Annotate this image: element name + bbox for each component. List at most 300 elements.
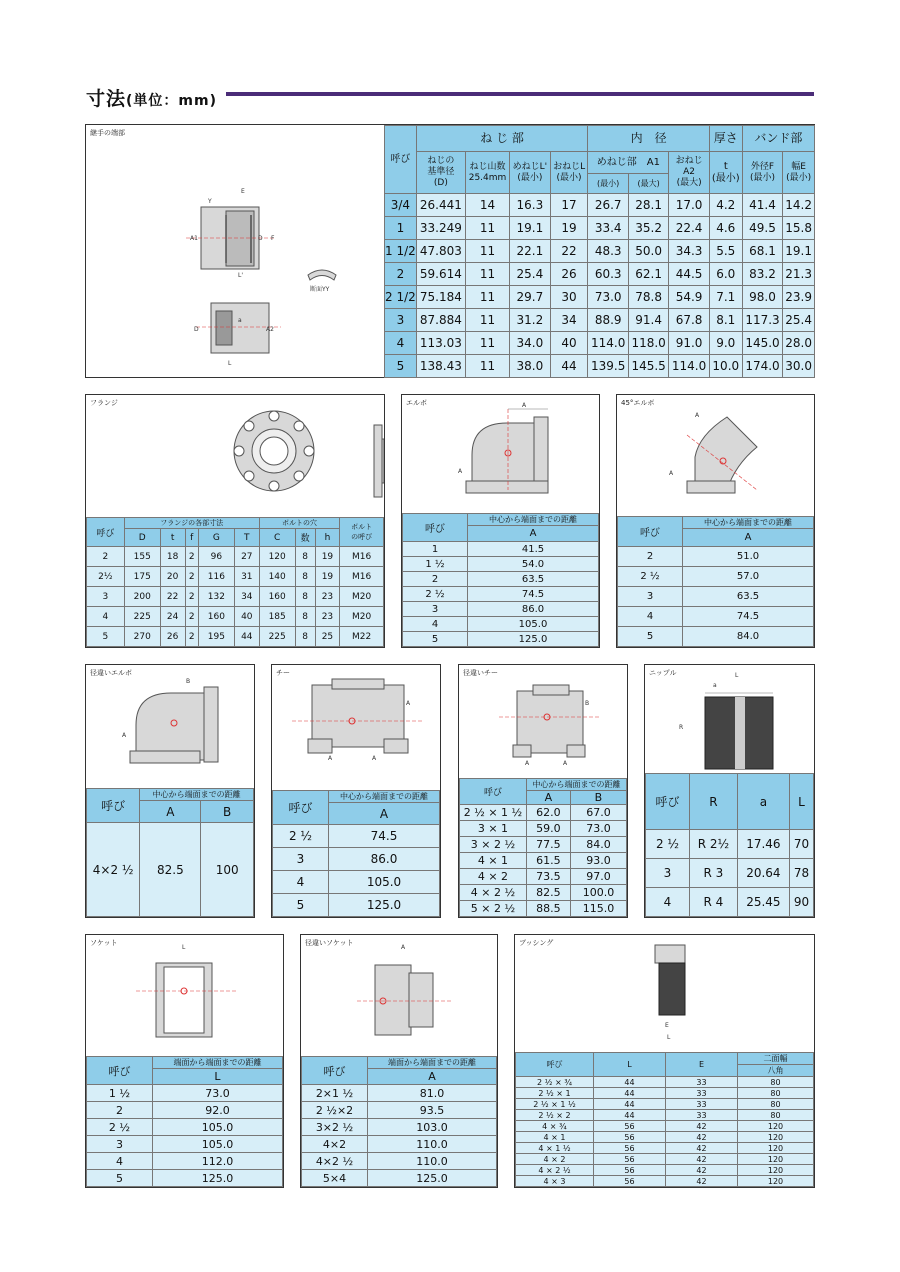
cell-value: 82.5 [526, 885, 570, 901]
socket-h-dist: 端面から端面までの距離 [153, 1057, 283, 1069]
red-socket-panel [300, 934, 498, 1188]
table-row [87, 547, 384, 567]
cell-value: 17 [550, 194, 588, 217]
row-label: 5 [87, 1170, 153, 1187]
table-row [516, 1176, 814, 1187]
elbow-dim-a: A [522, 402, 527, 409]
red-socket-diagram [301, 935, 497, 1045]
cell-value: 23 [315, 607, 340, 627]
cell-value: 195 [198, 627, 234, 647]
elbow45-table [617, 516, 814, 647]
flange-h-yobi: 呼び [87, 518, 125, 547]
cell-value: 33 [666, 1077, 738, 1088]
joint-h-kijun: ねじの 基準径 (D) [416, 152, 465, 194]
cell-value: 25.4 [783, 309, 815, 332]
tee-panel [271, 664, 441, 918]
table-row [460, 821, 627, 837]
table-row [302, 1102, 497, 1119]
cell-value: 125.0 [368, 1170, 497, 1187]
cell-value: 125.0 [468, 632, 599, 647]
page-title [86, 84, 217, 111]
cell-value: 73.0 [570, 821, 626, 837]
table-row [460, 869, 627, 885]
svg-text:Y: Y [208, 198, 212, 205]
cell-value: 116 [198, 567, 234, 587]
cell-value: 26.441 [416, 194, 465, 217]
cell-value: 17.46 [737, 830, 789, 859]
cell-value: 5.5 [709, 240, 742, 263]
cell-value: 88.5 [526, 901, 570, 917]
flange-h-bolthole: ボルトの穴 [259, 518, 340, 529]
cell-value: 175 [124, 567, 160, 587]
cell-value: 19 [315, 567, 340, 587]
cell-value: 22 [550, 240, 588, 263]
cell-value: M22 [340, 627, 384, 647]
flange-col-header: t [160, 529, 185, 547]
row-label: 3 × 1 [460, 821, 527, 837]
joint-h-min: (最小) [588, 174, 628, 194]
cell-value: 10.0 [709, 355, 742, 378]
table-row [273, 825, 440, 848]
cell-value: 125.0 [153, 1170, 283, 1187]
cell-value: 51.0 [683, 547, 814, 567]
cell-value: 120 [738, 1165, 814, 1176]
cell-value: 42 [666, 1143, 738, 1154]
cell-value: 88.9 [588, 309, 628, 332]
cell-value: 22.1 [510, 240, 551, 263]
elbow-h-yobi: 呼び [403, 514, 468, 542]
cell-value: 2 [185, 547, 198, 567]
nipple-panel [644, 664, 815, 918]
cell-value: 14.2 [783, 194, 815, 217]
cell-value: 120 [259, 547, 295, 567]
table-row [403, 572, 599, 587]
cell-value: 42 [666, 1154, 738, 1165]
cell-value: 35.2 [628, 217, 668, 240]
cell-value: 81.0 [368, 1085, 497, 1102]
cell-value: 8 [295, 547, 315, 567]
row-label: 4 [403, 617, 468, 632]
cell-value: 56 [594, 1143, 666, 1154]
row-label: 3 [646, 859, 690, 888]
socket-h-yobi: 呼び [87, 1057, 153, 1085]
joint-h-e: 幅E (最小) [783, 152, 815, 194]
cell-value: 63.5 [683, 587, 814, 607]
cell-value: 70 [789, 830, 813, 859]
row-label: 4 × 2 [516, 1154, 594, 1165]
red-tee-dim-a: A [525, 760, 530, 767]
row-label: 4×2 ½ [302, 1153, 368, 1170]
socket-panel [85, 934, 284, 1188]
cell-value: 73.0 [588, 286, 628, 309]
table-row [385, 263, 815, 286]
red-socket-dim-a: A [401, 944, 406, 951]
row-label: 5×4 [302, 1170, 368, 1187]
joint-h-neji: ね じ 部 [416, 126, 588, 152]
cell-value: 15.8 [783, 217, 815, 240]
cell-value: 105.0 [153, 1136, 283, 1153]
cell-value: 30 [550, 286, 588, 309]
cell-value: 120 [738, 1154, 814, 1165]
cell-value: 34.3 [669, 240, 709, 263]
cell-value: 100.0 [570, 885, 626, 901]
cell-value: 42 [666, 1165, 738, 1176]
nipple-h-l: L [789, 774, 813, 830]
cell-value: 28.1 [628, 194, 668, 217]
red-tee-h-yobi: 呼び [460, 779, 527, 805]
cell-value: 44 [594, 1088, 666, 1099]
title-text: 寸法 [86, 88, 127, 110]
nipple-diagram [645, 665, 814, 775]
table-row [460, 837, 627, 853]
cell-value: 78 [789, 859, 813, 888]
cell-value: 56 [594, 1132, 666, 1143]
cell-value: 68.1 [742, 240, 782, 263]
flange-col-header: f [185, 529, 198, 547]
cell-value: 84.0 [683, 627, 814, 647]
table-row [460, 805, 627, 821]
cell-value: 120 [738, 1176, 814, 1187]
table-row [302, 1136, 497, 1153]
cell-value: 8 [295, 587, 315, 607]
cell-value: 120 [738, 1143, 814, 1154]
red-elbow-dim-a: A [122, 732, 127, 739]
row-label: 3×2 ½ [302, 1119, 368, 1136]
cell-value: 44 [594, 1077, 666, 1088]
table-row [87, 1153, 283, 1170]
row-label: 2 ½ × 1 ½ [460, 805, 527, 821]
elbow45-h-a: A [683, 529, 814, 547]
cell-value: 63.5 [468, 572, 599, 587]
elbow45-diagram [617, 395, 814, 507]
row-label: 5 [403, 632, 468, 647]
cell-value: 22 [160, 587, 185, 607]
elbow-panel [401, 394, 600, 648]
cell-value: 73.5 [526, 869, 570, 885]
joint-h-oneji: おねじ A2 (最大) [669, 152, 709, 194]
table-row [516, 1110, 814, 1121]
cell-value: 34.0 [510, 332, 551, 355]
cell-value: 91.0 [669, 332, 709, 355]
cell-value: 2 [185, 627, 198, 647]
cell-value: 160 [259, 587, 295, 607]
cell-value: 120 [738, 1121, 814, 1132]
row-label: 4×2 ½ [87, 823, 140, 917]
cell-value: 83.2 [742, 263, 782, 286]
cell-value: 23 [315, 587, 340, 607]
table-row [385, 332, 815, 355]
cell-value: 92.0 [153, 1102, 283, 1119]
table-row [273, 894, 440, 917]
table-row [618, 567, 814, 587]
cell-value: 49.5 [742, 217, 782, 240]
row-label: 2 [87, 547, 125, 567]
cell-value: 11 [465, 355, 509, 378]
cell-value: 96 [198, 547, 234, 567]
cell-value: 78.8 [628, 286, 668, 309]
cell-value: 33 [666, 1110, 738, 1121]
bushing-table [515, 1052, 814, 1187]
table-row [302, 1085, 497, 1102]
joint-h-yamasu: ねじ山数 25.4mm [465, 152, 509, 194]
row-label: 4×2 [302, 1136, 368, 1153]
cell-value: 98.0 [742, 286, 782, 309]
row-label: 2½ [87, 567, 125, 587]
joint-h-band: バンド部 [742, 126, 814, 152]
nipple-dim-l: L [735, 672, 739, 679]
cell-value: 112.0 [153, 1153, 283, 1170]
flange-col-header: 数 [295, 529, 315, 547]
red-elbow-panel [85, 664, 255, 918]
cell-value: 60.3 [588, 263, 628, 286]
table-row [618, 607, 814, 627]
nipple-label: ニップル [649, 669, 677, 677]
red-tee-diagram [459, 665, 627, 775]
cell-value: R 2½ [690, 830, 738, 859]
cell-value: 174.0 [742, 355, 782, 378]
table-row [87, 607, 384, 627]
row-label: 2 ½ × 1 ½ [516, 1099, 594, 1110]
cell-value: 84.0 [570, 837, 626, 853]
socket-h-l: L [153, 1069, 283, 1085]
joint-h-menejil: めねじL' (最小) [510, 152, 551, 194]
dim-l-prime: L' [238, 272, 243, 279]
joint-end-label: 継手の端部 [90, 129, 125, 137]
cell-value: 80 [738, 1077, 814, 1088]
cell-value: 44 [594, 1099, 666, 1110]
cell-value: 33.249 [416, 217, 465, 240]
table-row [403, 542, 599, 557]
cell-value: 100 [201, 823, 254, 917]
table-row [87, 1136, 283, 1153]
cell-value: 120 [738, 1132, 814, 1143]
cell-value: 225 [124, 607, 160, 627]
table-row [618, 587, 814, 607]
cell-value: 56 [594, 1121, 666, 1132]
elbow45-h-dist: 中心から端面までの距離 [683, 517, 814, 529]
tee-dim-a3: A [372, 755, 377, 762]
cell-value: 54.0 [468, 557, 599, 572]
elbow45-dim-a: A [695, 412, 700, 419]
tee-dim-a2: A [328, 755, 333, 762]
cell-value: 44.5 [669, 263, 709, 286]
cell-value: 114.0 [669, 355, 709, 378]
row-label: 2 ½ [646, 830, 690, 859]
cell-value: 44 [550, 355, 588, 378]
cell-value: 14 [465, 194, 509, 217]
cell-value: 8.1 [709, 309, 742, 332]
table-row [87, 587, 384, 607]
cell-value: 9.0 [709, 332, 742, 355]
table-row [516, 1132, 814, 1143]
dim-a: a [238, 317, 242, 324]
row-label: 2 [403, 572, 468, 587]
cell-value: 40 [550, 332, 588, 355]
cell-value: 11 [465, 217, 509, 240]
red-tee-h-dist: 中心から端面までの距離 [526, 779, 626, 791]
bushing-label: ブッシング [519, 939, 554, 947]
row-label: 1 ½ [87, 1085, 153, 1102]
red-elbow-h-yobi: 呼び [87, 789, 140, 823]
row-label: 3 × 2 ½ [460, 837, 527, 853]
cell-value: 59.0 [526, 821, 570, 837]
dim-a1: A1 [190, 235, 198, 242]
row-label: 4 × 2 [460, 869, 527, 885]
cell-value: 2 [185, 607, 198, 627]
cell-value: 20 [160, 567, 185, 587]
cell-value: 97.0 [570, 869, 626, 885]
flange-col-header: G [198, 529, 234, 547]
cell-value: 160 [198, 607, 234, 627]
table-row [87, 823, 254, 917]
tee-diagram [272, 665, 440, 775]
cell-value: 132 [198, 587, 234, 607]
row-label: 4 × ¾ [516, 1121, 594, 1132]
cell-value: 22.4 [669, 217, 709, 240]
row-label: 4 [87, 607, 125, 627]
cell-value: 19 [315, 547, 340, 567]
cell-value: 86.0 [468, 602, 599, 617]
cell-value: 34 [234, 587, 259, 607]
row-label: 1 [403, 542, 468, 557]
red-elbow-h-b: B [201, 801, 254, 823]
cell-value: 44 [594, 1110, 666, 1121]
cell-value: 50.0 [628, 240, 668, 263]
nipple-dim-r: R [679, 724, 684, 731]
table-row [385, 355, 815, 378]
row-label: 1 ½ [403, 557, 468, 572]
red-elbow-h-a: A [140, 801, 201, 823]
red-tee-table [459, 778, 627, 917]
table-row [516, 1165, 814, 1176]
cell-value: 33 [666, 1088, 738, 1099]
cell-value: 31 [234, 567, 259, 587]
nipple-table [645, 773, 814, 917]
red-socket-h-dist: 端面から端面までの距離 [368, 1057, 497, 1069]
row-label: 4 [87, 1153, 153, 1170]
row-label: 4 × 1 [460, 853, 527, 869]
table-row [516, 1099, 814, 1110]
table-row [646, 859, 814, 888]
cell-value: 44 [234, 627, 259, 647]
flange-h-bolt: ボルト の呼び [340, 518, 384, 547]
table-row [403, 632, 599, 647]
cell-value: 73.0 [153, 1085, 283, 1102]
cell-value: 30.0 [783, 355, 815, 378]
cell-value: 31.2 [510, 309, 551, 332]
cell-value: M16 [340, 547, 384, 567]
cell-value: 48.3 [588, 240, 628, 263]
cell-value: 8 [295, 607, 315, 627]
nipple-h-yobi: 呼び [646, 774, 690, 830]
cell-value: 26 [550, 263, 588, 286]
cell-value: R 3 [690, 859, 738, 888]
cell-value: 25 [315, 627, 340, 647]
table-row [273, 871, 440, 894]
cell-value: 42 [666, 1121, 738, 1132]
cell-value: 11 [465, 332, 509, 355]
elbow-dim-a2: A [458, 468, 463, 475]
red-tee-h-a: A [526, 791, 570, 805]
cell-value: 93.5 [368, 1102, 497, 1119]
cell-value: 18 [160, 547, 185, 567]
cell-value: 21.3 [783, 263, 815, 286]
cell-value: 4.6 [709, 217, 742, 240]
cell-value: 11 [465, 240, 509, 263]
table-row [403, 557, 599, 572]
table-row [87, 1119, 283, 1136]
cell-value: 33 [666, 1099, 738, 1110]
cell-value: 29.7 [510, 286, 551, 309]
flange-table [86, 517, 384, 647]
bushing-diagram [515, 935, 814, 1045]
cell-value: 26 [160, 627, 185, 647]
row-label: 4 [273, 871, 329, 894]
joint-dimension-table [384, 125, 815, 378]
joint-h-naikei: 内 径 [588, 126, 709, 152]
cell-value: 2 [185, 567, 198, 587]
elbow-h-a: A [468, 526, 599, 542]
row-label: 4 [618, 607, 683, 627]
table-row [302, 1153, 497, 1170]
cell-value: 110.0 [368, 1136, 497, 1153]
title-unit: (単位：mm) [126, 93, 217, 109]
bushing-h-hakkaku: 八角 [738, 1065, 814, 1077]
table-row [385, 286, 815, 309]
red-socket-h-yobi: 呼び [302, 1057, 368, 1085]
cell-value: 61.5 [526, 853, 570, 869]
row-label: 3 [618, 587, 683, 607]
cell-value: 86.0 [329, 848, 440, 871]
cell-value: 93.0 [570, 853, 626, 869]
cell-value: 11 [465, 309, 509, 332]
cell-value: 185 [259, 607, 295, 627]
cell-value: 67.0 [570, 805, 626, 821]
cell-value: 38.0 [510, 355, 551, 378]
red-tee-h-b: B [570, 791, 626, 805]
joint-h-yobi: 呼び [385, 126, 417, 194]
cell-value: 118.0 [628, 332, 668, 355]
row-label: 2×1 ½ [302, 1085, 368, 1102]
cell-value: 23.9 [783, 286, 815, 309]
row-label: 2 1/2 [385, 286, 417, 309]
red-socket-table [301, 1056, 497, 1187]
elbow45-panel [616, 394, 815, 648]
table-row [646, 830, 814, 859]
red-tee-dim-a2: A [563, 760, 568, 767]
cell-value: 62.1 [628, 263, 668, 286]
dim-l: L [228, 360, 232, 367]
tee-dim-a: A [406, 700, 411, 707]
flange-col-header: D [124, 529, 160, 547]
nipple-dim-a: a [713, 682, 717, 689]
row-label: 4 × 2 ½ [516, 1165, 594, 1176]
row-label: 5 [618, 627, 683, 647]
cell-value: 115.0 [570, 901, 626, 917]
table-row [385, 240, 815, 263]
cell-value: 6.0 [709, 263, 742, 286]
red-elbow-h-dist: 中心から端面までの距離 [140, 789, 254, 801]
row-label: 2 ½ [618, 567, 683, 587]
cell-value: 145.5 [628, 355, 668, 378]
row-label: 2 ½ × 1 [516, 1088, 594, 1099]
cell-value: 11 [465, 286, 509, 309]
title-rule [226, 92, 814, 96]
cell-value: 26.7 [588, 194, 628, 217]
nipple-h-r: R [690, 774, 738, 830]
cell-value: 105.0 [329, 871, 440, 894]
joint-h-t: t (最小) [709, 152, 742, 194]
